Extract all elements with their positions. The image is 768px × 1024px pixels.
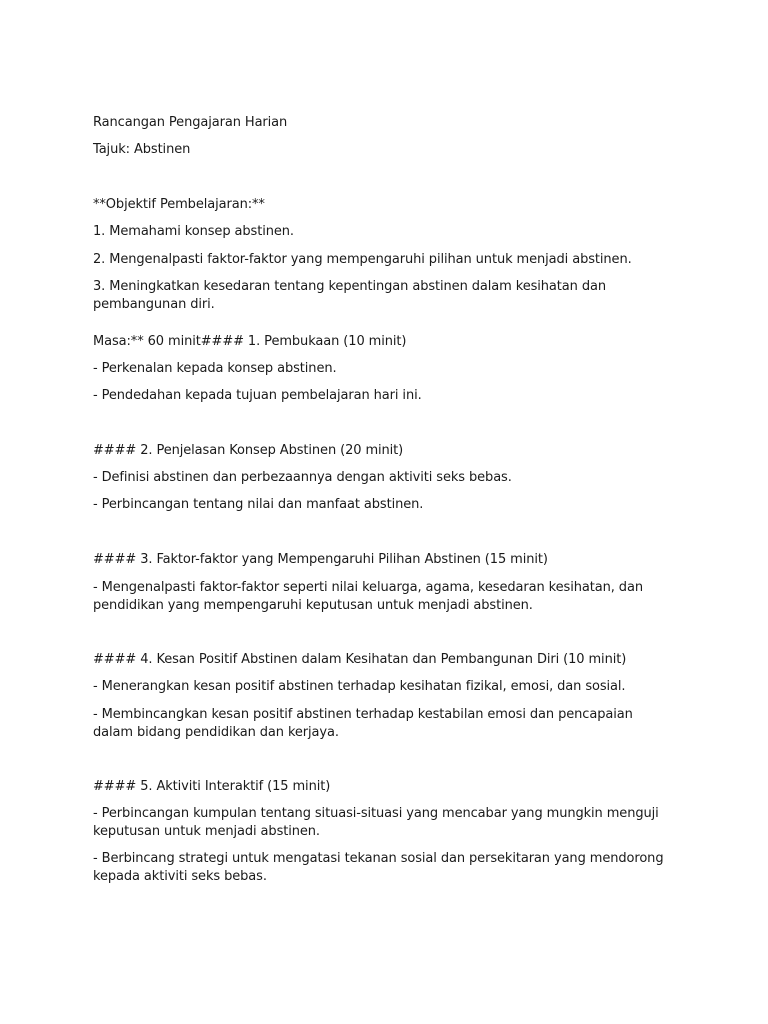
list-item: - Perkenalan kepada konsep abstinen. (93, 361, 337, 376)
list-item: - Definisi abstinen dan perbezaannya dengan aktiviti seks bebas. (93, 470, 512, 485)
section-heading: #### 5. Aktiviti Interaktif (15 minit) (93, 779, 331, 794)
list-item: - Perbincangan kumpulan tentang situasi-situasi yang mencabar yang mungkin menguji keputusan untuk menjadi abstinen. (93, 806, 659, 839)
list-item: - Perbincangan tentang nilai dan manfaat abstinen. (93, 497, 424, 512)
section-heading: #### 2. Penjelasan Konsep Abstinen (20 minit) (93, 443, 404, 458)
section-heading: #### 4. Kesan Positif Abstinen dalam Kesihatan dan Pembangunan Diri (10 minit) (93, 652, 627, 667)
list-item: - Berbincang strategi untuk mengatasi tekanan sosial dan persekitaran yang mendorong kepada aktiviti seks bebas. (93, 851, 664, 884)
list-item: - Membincangkan kesan positif abstinen terhadap kestabilan emosi dan pencapaian dalam bidang pendidikan dan kerjaya. (93, 707, 633, 740)
objective-item: 3. Meningkatkan kesedaran tentang kepentingan abstinen dalam kesihatan dan pembangunan diri. (93, 279, 606, 312)
objective-item: 1. Memahami konsep abstinen. (93, 224, 294, 239)
objectives-heading: **Objektif Pembelajaran:** (93, 197, 265, 212)
section-heading: #### 3. Faktor-faktor yang Mempengaruhi Pilihan Abstinen (15 minit) (93, 552, 548, 567)
list-item: - Menerangkan kesan positif abstinen terhadap kesihatan fizikal, emosi, dan sosial. (93, 679, 626, 694)
topic-line: Tajuk: Abstinen (93, 142, 191, 157)
document-title: Rancangan Pengajaran Harian (93, 115, 288, 130)
list-item: - Pendedahan kepada tujuan pembelajaran hari ini. (93, 388, 422, 403)
list-item: - Mengenalpasti faktor-faktor seperti nilai keluarga, agama, kesedaran kesihatan, dan pendidikan yang mempengaruhi keputusan untuk menjadi abstinen. (93, 580, 643, 613)
duration-section-heading: Masa:** 60 minit#### 1. Pembukaan (10 minit) (93, 334, 407, 349)
objective-item: 2. Mengenalpasti faktor-faktor yang mempengaruhi pilihan untuk menjadi abstinen. (93, 252, 632, 267)
